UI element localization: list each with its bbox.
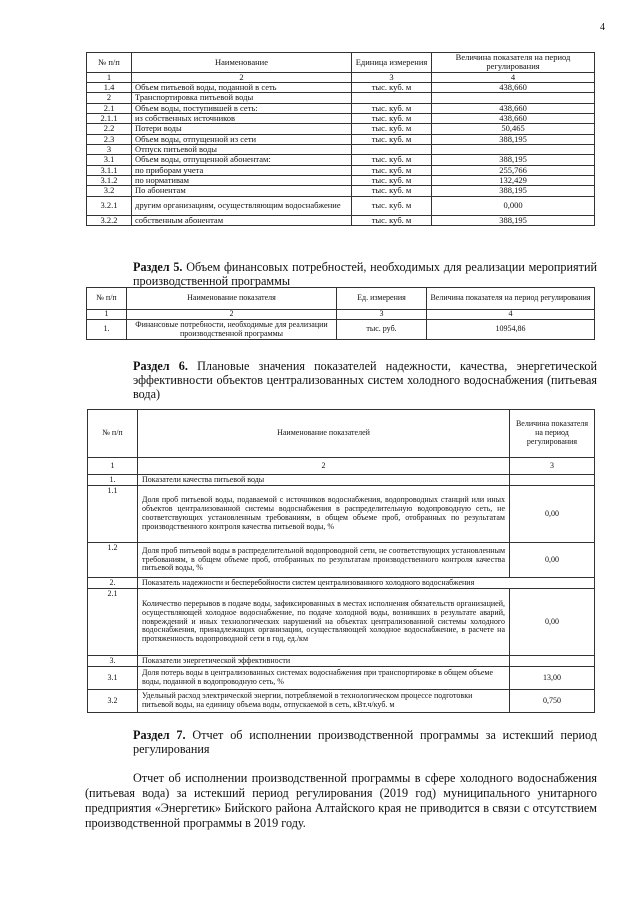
row-unit: тыс. куб. м <box>352 155 432 165</box>
row-num: 3.2.1 <box>87 196 132 215</box>
table-header-row <box>87 288 595 310</box>
row-name: по приборам учета <box>132 165 352 175</box>
col-number: 1 <box>87 310 127 320</box>
row-value: 50,465 <box>432 124 595 134</box>
table-row <box>87 103 595 113</box>
row-name: По абонентам <box>132 186 352 196</box>
column-number-row <box>88 458 595 475</box>
table-row <box>88 475 595 486</box>
column-number-row <box>87 310 595 320</box>
row-name: Объем воды, поступившей в сеть: <box>132 103 352 113</box>
table-row <box>87 155 595 165</box>
col-number: 4 <box>427 310 595 320</box>
section-5-heading <box>85 260 597 288</box>
row-unit: тыс. куб. м <box>352 124 432 134</box>
row-value: 10954,86 <box>427 320 595 340</box>
row-value: 388,195 <box>432 155 595 165</box>
row-value: 388,195 <box>432 134 595 144</box>
row-num: 2 <box>87 93 132 103</box>
row-name: Доля проб питьевой воды, подаваемой с источников водоснабжения, водопроводных станций или иных объектов централизованной системы водоснабжения в распределительную водопроводную сеть, не соответствующих установленным требованиям, в общем объеме проб, отобранных по результатам производственного контроля качества питьевой воды, % <box>138 486 510 543</box>
row-value: 0,750 <box>510 690 595 713</box>
reliability-indicators-table <box>87 409 595 713</box>
table-row <box>88 667 595 690</box>
row-num: 1.2 <box>88 543 138 578</box>
row-name: Показатели качества питьевой воды <box>138 475 510 486</box>
table-row <box>87 186 595 196</box>
row-value: 0,00 <box>510 589 595 656</box>
header-unit: Единица измерения <box>352 53 432 73</box>
row-unit: тыс. куб. м <box>352 83 432 93</box>
row-unit: тыс. куб. м <box>352 103 432 113</box>
row-unit: тыс. куб. м <box>352 186 432 196</box>
row-num: 3. <box>88 656 138 667</box>
row-name: Объем воды, отпущенной абонентам: <box>132 155 352 165</box>
row-name: Финансовые потребности, необходимые для реализации производственной программы <box>127 320 337 340</box>
row-value: 0,000 <box>432 196 595 215</box>
row-name: Удельный расход электрической энергии, потребляемой в технологическом процессе подготовки питьевой воды, на единицу объема воды, отпускаемой в сеть, кВт.ч/куб. м <box>138 690 510 713</box>
row-name: Показатели энергетической эффективности <box>138 656 510 667</box>
header-name: Наименование показателей <box>138 410 510 458</box>
row-unit: тыс. куб. м <box>352 114 432 124</box>
header-value: Величина показателя на период регулирования <box>427 288 595 310</box>
col-number: 3 <box>337 310 427 320</box>
row-num: 2.1 <box>88 589 138 656</box>
table-row <box>87 215 595 225</box>
section-5-title: Объем финансовых потребностей, необходимых для реализации мероприятий производственной программы <box>133 260 597 288</box>
row-num: 2.1.1 <box>87 114 132 124</box>
col-number: 3 <box>352 72 432 82</box>
header-name: Наименование <box>132 53 352 73</box>
row-value: 13,00 <box>510 667 595 690</box>
row-num: 3.1 <box>88 667 138 690</box>
row-num: 3 <box>87 145 132 155</box>
section-6-heading <box>85 359 597 401</box>
row-value: 438,660 <box>432 83 595 93</box>
table-row <box>87 165 595 175</box>
row-unit: тыс. куб. м <box>352 196 432 215</box>
row-name: Потери воды <box>132 124 352 134</box>
row-name: Доля потерь воды в централизованных системах водоснабжения при транспортировке в общем объеме воды, поданной в водопроводную сеть, % <box>138 667 510 690</box>
header-value: Величина показателя на период регулирования <box>432 53 595 73</box>
row-unit: тыс. руб. <box>337 320 427 340</box>
col-number: 2 <box>132 72 352 82</box>
row-name: Отпуск питьевой воды <box>132 145 352 155</box>
row-num: 1. <box>88 475 138 486</box>
row-name: Объем воды, отпущенной из сети <box>132 134 352 144</box>
table-row <box>87 320 595 340</box>
row-value <box>432 145 595 155</box>
row-num: 3.1.2 <box>87 176 132 186</box>
row-name: Доля проб питьевой воды в распределительной водопроводной сети, не соответствующих установленным требованиям, в общем объеме проб, отобранных по результатам производственного контроля качества питьевой воды, % <box>138 543 510 578</box>
row-name: Количество перерывов в подаче воды, зафиксированных в местах исполнения обязательств организацией, осуществляющей холодное водоснабжение, по подаче холодной воды, возникших в результате аварий, повреждений и иных технологических нарушений на объектах централизованной системы холодного водоснабжения, принадлежащих организации, осуществляющей холодное водоснабжение, в расчете на протяженность водопроводной сети в год, ед./км <box>138 589 510 656</box>
header-num: № п/п <box>87 288 127 310</box>
col-number: 1 <box>87 72 132 82</box>
row-num: 1.1 <box>88 486 138 543</box>
row-name: из собственных источников <box>132 114 352 124</box>
table-row <box>87 114 595 124</box>
header-num: № п/п <box>87 53 132 73</box>
row-value <box>510 656 595 667</box>
row-num: 1.4 <box>87 83 132 93</box>
row-value <box>432 93 595 103</box>
table-row <box>88 578 595 589</box>
row-name: собственным абонентам <box>132 215 352 225</box>
row-value: 438,660 <box>432 103 595 113</box>
row-num: 3.2 <box>87 186 132 196</box>
row-name: Транспортировка питьевой воды <box>132 93 352 103</box>
row-unit: тыс. куб. м <box>352 176 432 186</box>
column-number-row <box>87 72 595 82</box>
table-row <box>88 486 595 543</box>
row-num: 2.2 <box>87 124 132 134</box>
col-number: 4 <box>432 72 595 82</box>
row-value: 0,00 <box>510 486 595 543</box>
row-name: другим организациям, осуществляющим водоснабжение <box>132 196 352 215</box>
header-unit: Ед. измерения <box>337 288 427 310</box>
section-6-label: Раздел 6. <box>133 359 188 373</box>
table-row <box>88 690 595 713</box>
table-row <box>87 145 595 155</box>
page-number: 4 <box>600 22 605 33</box>
table-header-row <box>87 53 595 73</box>
table-row <box>88 589 595 656</box>
row-num: 3.1 <box>87 155 132 165</box>
table-row <box>87 93 595 103</box>
table-row <box>88 543 595 578</box>
section-5-label: Раздел 5. <box>133 260 183 274</box>
water-balance-table <box>86 52 595 226</box>
row-value <box>510 475 595 486</box>
col-number: 1 <box>88 458 138 475</box>
row-value: 438,660 <box>432 114 595 124</box>
table-row <box>87 134 595 144</box>
row-name: Показатель надежности и бесперебойности систем централизованного холодного водоснабжения <box>138 578 595 589</box>
table-header-row <box>88 410 595 458</box>
row-unit: тыс. куб. м <box>352 215 432 225</box>
row-value: 0,00 <box>510 543 595 578</box>
row-num: 2.3 <box>87 134 132 144</box>
col-number: 2 <box>138 458 510 475</box>
table-row <box>87 124 595 134</box>
row-num: 2.1 <box>87 103 132 113</box>
row-num: 1. <box>87 320 127 340</box>
col-number: 2 <box>127 310 337 320</box>
row-unit: тыс. куб. м <box>352 134 432 144</box>
row-name: по нормативам <box>132 176 352 186</box>
row-num: 3.2 <box>88 690 138 713</box>
row-value: 255,766 <box>432 165 595 175</box>
section-6-title: Плановые значения показателей надежности, качества, энергетической эффективности объектов централизованных систем холодного водоснабжения (питьевая вода) <box>133 359 597 401</box>
row-value: 388,195 <box>432 186 595 196</box>
row-unit <box>352 145 432 155</box>
row-unit: тыс. куб. м <box>352 165 432 175</box>
table-row <box>87 176 595 186</box>
header-num: № п/п <box>88 410 138 458</box>
header-value: Величина показателя на период регулирования <box>510 410 595 458</box>
financial-needs-table <box>86 287 595 340</box>
row-unit <box>352 93 432 103</box>
section-7-label: Раздел 7. <box>133 728 186 742</box>
section-7-paragraph: Отчет об исполнении производственной программы в сфере холодного водоснабжения (питьевая вода) за истекший период регулирования (2019 год) муниципального унитарного предприятия «Энергетик» Бийского района Алтайского края не приводится в связи с отсутствием производственной программы в 2019 году. <box>85 771 597 830</box>
row-num: 2. <box>88 578 138 589</box>
header-name: Наименование показателя <box>127 288 337 310</box>
row-value: 388,195 <box>432 215 595 225</box>
row-value: 132,429 <box>432 176 595 186</box>
row-num: 3.2.2 <box>87 215 132 225</box>
row-name: Объем питьевой воды, поданной в сеть <box>132 83 352 93</box>
row-num: 3.1.1 <box>87 165 132 175</box>
section-7-title: Отчет об исполнении производственной программы за истекший период регулирования <box>133 728 597 756</box>
section-7-heading <box>85 728 597 756</box>
table-row <box>87 196 595 215</box>
col-number: 3 <box>510 458 595 475</box>
table-row <box>88 656 595 667</box>
table-row <box>87 83 595 93</box>
